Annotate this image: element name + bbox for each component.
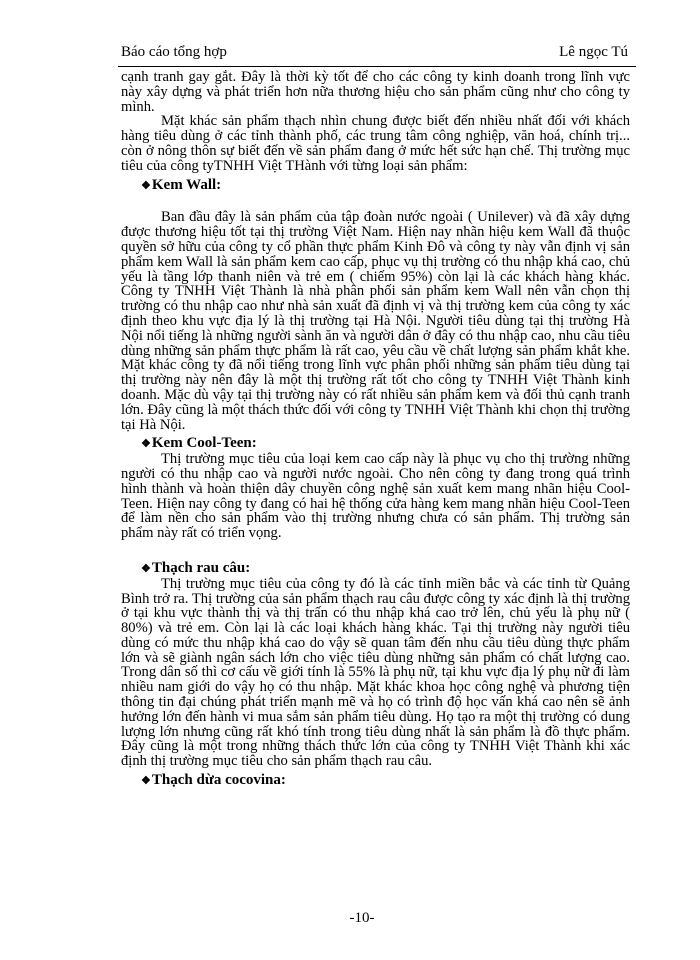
bullet-icon: ❖ — [141, 775, 151, 788]
page-header — [121, 44, 628, 61]
header-title: Báo cáo tổng hợp — [121, 44, 227, 60]
page-number: -10- — [349, 910, 375, 926]
paragraph-kem-cool-teen: Thị trường mục tiêu của loại kem cao cấp này là phục vụ cho thị trường những người có thu nhập cao và người nước ngoài. Cho nên công ty đang trong quá trình hình thành và hoàn thiện dây chuyền công nghệ sản xuất kem mang nhãn hiệu Cool-Teen. Hiện nay công ty đang có hai hệ thống cửa hàng kem mang nhãn hiệu Cool-Teen để làm nền cho sản phẩm vào thị trường nhưng chưa có sản phẩm. Thị trường sản phẩm này rất có triển vọng. — [121, 451, 630, 542]
section-heading-kem-wall: ❖ Kem Wall: — [141, 176, 222, 193]
paragraph-thach-rau-cau: Thị trường mục tiêu của công ty đó là các tỉnh miền bắc và các tỉnh từ Quảng Bình trở ra. Thị trường của sản phẩm thạch rau câu được công ty xác định là thị trường ở tại khu vực thành thị và thị trấn có thu nhập khá cao trở lên, chủ yếu là phụ nữ ( 80%) và trẻ em. Còn lại là các loại khách hàng khác. Tại thị trường này người tiêu dùng có mức thu nhập khá cao do vậy sẽ quan tâm đến nhu cầu tiêu dùng thực phẩm lớn và sẽ giành ngân sách lớn cho việc tiêu dùng những sản phẩm có chất lượng cao. Trong dân số thì cơ cấu về giới tính là 55% là phụ nữ, tại khu vực địa lý phụ nữ đi làm nhiều nam giới do vậy họ có thu nhập. Mặt khác khoa học công nghệ và phương tiện thông tin đại chúng phát triển mạnh mẽ và họ có trình độ học vấn khá cao nên sẽ ảnh hưởng lớn đến hành vi mua sắm sản phẩm tiêu dùng. Họ tạo ra một thị trường có dung lượng lớn nhưng cũng rất khó tính trong tiêu dùng nhất là sản phẩm là đồ thực phẩm. Đây cũng là một trong những thách thức lớn của công ty TNHH Việt Thành khi xác định thị trường mục tiêu cho sản phẩm thạch rau câu. — [121, 575, 630, 770]
paragraph-kem-wall: Ban đầu đây là sản phẩm của tập đoàn nước ngoài ( Unilever) và đã xây dựng được thương hiệu tốt tại thị trường Việt Nam. Hiện nay nhãn hiệu kem Wall đã thuộc quyền sở hữu của công ty cổ phần thực phẩm Kinh Đô và công ty này vẫn định vị sản phẩm kem Wall là sản phẩm kem cao cấp, phục vụ thị trường có thu nhập khá cao, chủ yếu là tầng lớp thanh niên và trẻ em ( chiếm 95%) còn lại là các khách hàng khác. Công ty TNHH Việt Thành là nhà phân phối sản phẩm kem Wall nên vẫn chọn thị trường có thu nhập cao như nhà sản xuất đã định vị và thị trường kem của công ty xác định theo khu vực địa lý là thị trường tại Hà Nội. Người tiêu dùng tại thị trường Hà Nội nổi tiếng là những người sành ăn và người dân ở đây có thu nhập cao, nhu cầu tiêu dùng những sản phẩm thực phẩm là rất cao, yêu cầu về chất lượng sản phẩm khắt khe. Mặt khác công ty đã nổi tiếng trong lĩnh vực phân phối những sản phẩm tiêu dùng tại thị trường này nên đây là một thị trường rất tốt cho công ty TNHH Việt Thành kinh doanh. Mặc dù vậy tại thị trường này có rất nhiều sản phẩm kem và đối thủ cạnh tranh lớn. Đây cũng là một thách thức đối với công ty TNHH Việt Thành khi chọn thị trường tại Hà Nội. — [121, 209, 630, 433]
section-heading-kem-cool-teen: ❖ Kem Cool-Teen: — [141, 435, 257, 452]
header-divider — [118, 66, 636, 67]
bullet-icon: ❖ — [141, 562, 151, 575]
paragraph-intro-continued: cạnh tranh gay gắt. Đây là thời kỳ tốt để cho các công ty kinh doanh trong lĩnh vực này xây dựng và phát triển hơn nữa thương hiệu cho sản phẩm cũng như cho công ty mình. — [121, 69, 630, 115]
section-heading-thach-dua: ❖ Thạch dừa cocovina: — [141, 772, 286, 789]
page-body — [121, 70, 630, 789]
bullet-icon: ❖ — [141, 179, 151, 192]
section-heading-thach-rau-cau: ❖ Thạch rau câu: — [141, 559, 251, 576]
paragraph-target-market: Mặt khác sản phẩm thạch nhìn chung được biết đến nhiều nhất đối với khách hàng tiêu dùng ở các tỉnh thành phố, các trung tâm công nghiệp, văn hoá, chính trị... còn ở nông thôn sự biết đến về sản phẩm đang ở mức hết sức hạn chế. Thị trường mục tiêu của công tyTNHH Việt THành với từng loại sản phẩm: — [121, 113, 630, 174]
bullet-icon: ❖ — [141, 438, 151, 451]
header-author: Lê ngọc Tú — [559, 44, 628, 60]
